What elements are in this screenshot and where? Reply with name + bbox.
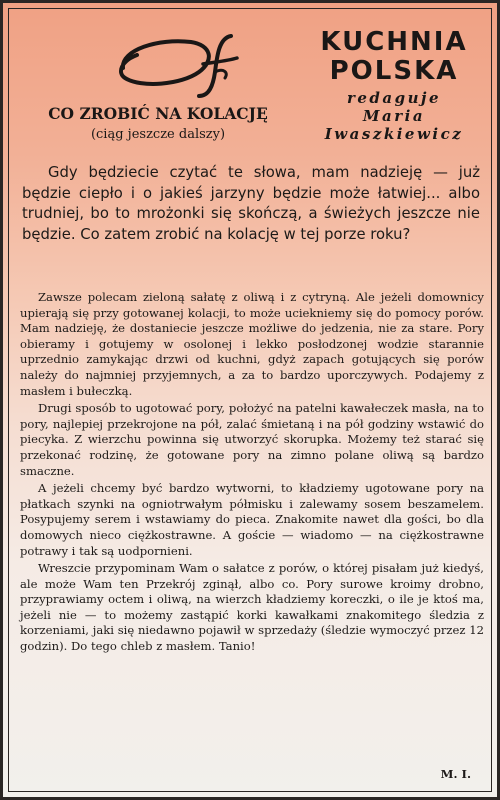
article-body <box>20 290 484 657</box>
lead-paragraph: Gdy będziecie czytać te słowa, mam nadzieję — już będzie ciepło i o jakieś jarzyny będzie może łatwiej... albo trudniej, bo to mrożonki się skończą, a świeżych jeszcze nie będzie. Co zatem zrobić na kolację w tej porze roku? <box>22 164 480 243</box>
handwritten-logo-icon <box>103 28 253 103</box>
editor-credit <box>299 89 489 143</box>
series-title-line: POLSKA <box>329 56 459 86</box>
editor-credit-line: redaguje <box>346 89 442 107</box>
body-paragraph: Wreszcie przypominam Wam o sałatce z porów, o której pisałam już kiedyś, ale może Wam ten Przekrój zginął, albo co. Pory surowe kroimy drobno, przyprawiamy octem i oliwą, na wierzch kładziemy koreczki, o ile je ktoś ma, jeżeli nie — to możemy zastąpić korki kawałkami znakomitego śledzia z korzeniami, jaki się niedawno pojawił w sprzedaży (śledzie wymoczyć przez 12 godzin). Do tego chleb z masłem. Tanio! <box>20 561 484 654</box>
body-paragraph: A jeżeli chcemy być bardzo wytworni, to kładziemy ugotowane pory na płatkach szynki na ogniotrwałym półmisku i zalewamy sosem beszamelem. Posypujemy serem i wstawiamy do pieca. Znakomite nawet dla gości, bo dla domowych nieco ciężkostrawne. A goście — wiadomo — na ciężkostrawne potrawy i tak są uodpornieni. <box>20 481 484 558</box>
series-title-line: KUCHNIA <box>320 27 468 57</box>
body-paragraph: Zawsze polecam zieloną sałatę z oliwą i z cytryną. Ale jeżeli domownicy upierają się przy gotowanej kolacji, to może uciekniemy się do pomocy porów. Mam nadzieję, że dostaniecie jeszcze możliwe do jedzenia, nie za stare. Pory obieramy i gotujemy w osolonej i lekko posłodzonej wodzie starannie uprzednio zamykając drzwi od kuchni, gdyż zapach gotujących się porów należy do najmniej przyjemnych, a za to bardzo uporczywych. Podajemy z masłem i bułeczką. <box>20 290 484 398</box>
editor-credit-line: Maria <box>362 107 426 125</box>
article-subhead: (ciąg jeszcze dalszy) <box>90 127 226 142</box>
author-signature: M. I. <box>440 767 471 781</box>
editor-credit-line: Iwaszkiewicz <box>324 125 464 143</box>
body-paragraph: Drugi sposób to ugotować pory, położyć na patelni kawałeczek masła, na to pory, najlepiej przekrojone na pół, zalać śmietaną i na pół godziny wstawić do piecyka. Z wierzchu powinna się utworzyć skorupka. Możemy też starać się przekonać rodzinę, że gotowane pory na zimno polane oliwą są bardzo smaczne. <box>20 401 484 478</box>
series-title <box>299 28 489 86</box>
article-headline: CO ZROBIĆ NA KOLACJĘ <box>48 104 268 123</box>
